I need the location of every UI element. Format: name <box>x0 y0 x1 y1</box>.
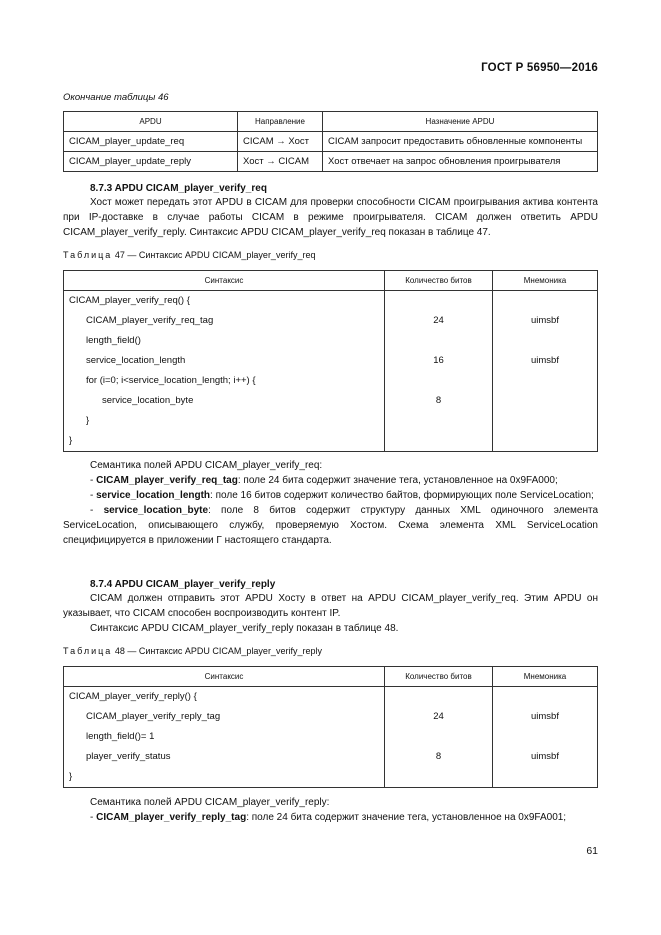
paragraph: Хост может передать этот APDU в CICAM для проверки способности CICAM проигрывания актива контента при IP-доставке в случае работы CICAM в режиме проигрывателя. CICAM должен ответить APDU CICAM_player_verify_reply. Синтаксис APDU CICAM_player_verify_req показан в таблице 47. <box>63 197 598 238</box>
field-term: service_location_byte <box>103 505 209 516</box>
bits-value: 16 <box>433 355 444 366</box>
table-cell: CICAM → Хост <box>238 132 323 152</box>
semantics-item: - service_location_length: поле 16 битов содержит количество байтов, формирующих поле ServiceLocation; <box>90 490 594 501</box>
field-desc: : поле 24 бита содержит значение тега, установленное на 0x9FA001; <box>246 812 567 823</box>
syntax-line: CICAM_player_verify_reply_tag <box>86 711 221 722</box>
semantics-item: - service_location_byte: поле 8 битов содержит структуру данных XML одиночного элемента ServiceLocation, описывающего службу, проверяемую Хостом. Схема элемента XML ServiceLocation специфицируется в приложении Г настоящего стандарта. <box>63 505 599 546</box>
syntax-line: } <box>86 415 90 426</box>
table-cell: Хост отвечает на запрос обновления проигрывателя <box>323 152 598 172</box>
column-header: Направление <box>238 112 323 132</box>
mnemonic-value <box>493 411 597 431</box>
caption-prefix: Таблица <box>63 646 113 656</box>
mnemonic-value <box>493 431 597 451</box>
caption-text: 48 — Синтаксис APDU CICAM_player_verify_reply <box>114 646 322 656</box>
bits-value <box>385 291 492 311</box>
page-number: 61 <box>586 845 598 857</box>
field-term: CICAM_player_verify_reply_tag <box>96 812 247 823</box>
section-heading-874: 8.7.4 APDU CICAM_player_verify_reply <box>90 579 276 590</box>
bits-column <box>385 291 493 452</box>
mnemonic-value: uimsbf <box>531 711 559 722</box>
bits-value: 8 <box>435 751 442 762</box>
paragraph: CICAM должен отправить этот APDU Хосту в ответ на APDU CICAM_player_verify_req. Этим APDU он указывает, что CICAM способен воспроизводить контент IP. <box>63 593 598 619</box>
mnemonic-column <box>493 687 598 788</box>
bits-value <box>385 767 492 787</box>
table-header-row <box>64 112 598 132</box>
table-cell: CICAM_player_update_reply <box>64 152 238 172</box>
field-term: service_location_length <box>96 490 211 501</box>
mnemonic-value <box>493 291 597 311</box>
table-body <box>64 687 598 788</box>
bits-value: 24 <box>433 315 444 326</box>
semantics-47 <box>63 458 598 548</box>
mnemonic-value <box>493 391 597 411</box>
mnemonic-value: uimsbf <box>531 355 559 366</box>
syntax-line: for (i=0; i<service_location_length; i++) { <box>86 375 256 386</box>
mnemonic-column <box>493 291 598 452</box>
field-term: CICAM_player_verify_req_tag <box>96 475 238 486</box>
bits-value <box>385 411 492 431</box>
syntax-line: length_field()= 1 <box>86 731 155 742</box>
table-48 <box>63 666 598 788</box>
table-cell: CICAM запросит предоставить обновленные компоненты <box>323 132 598 152</box>
table-cell: Хост → CICAM <box>238 152 323 172</box>
mnemonic-value: uimsbf <box>531 315 559 326</box>
column-header: Количество битов <box>385 667 493 687</box>
paragraph: Синтаксис APDU CICAM_player_verify_reply показан в таблице 48. <box>90 623 399 634</box>
semantics-item: - CICAM_player_verify_reply_tag: поле 24 бита содержит значение тега, установленное на 0x9FA001; <box>90 812 567 823</box>
field-desc: : поле 24 бита содержит значение тега, установленное на 0x9FA000; <box>237 475 558 486</box>
table48-caption <box>63 646 322 656</box>
table-body <box>64 291 598 452</box>
bits-value: 24 <box>433 711 444 722</box>
field-desc: : поле 8 битов содержит структуру данных XML одиночного элемента ServiceLocation, описывающего службу, проверяемую Хостом. Схема элемента XML ServiceLocation специфицируется в приложении Г настоящего стандарта. <box>63 505 599 546</box>
column-header: Количество битов <box>385 271 493 291</box>
syntax-line: } <box>69 435 73 446</box>
column-header: Назначение APDU <box>323 112 598 132</box>
syntax-column <box>64 291 385 452</box>
bits-value: 8 <box>435 395 442 406</box>
semantics-item: - CICAM_player_verify_req_tag: поле 24 бита содержит значение тега, установленное на 0x9FA000; <box>90 475 558 486</box>
mnemonic-value: uimsbf <box>531 751 559 762</box>
syntax-line: } <box>69 771 73 782</box>
syntax-column <box>64 687 385 788</box>
section-heading-873: 8.7.3 APDU CICAM_player_verify_req <box>90 183 267 194</box>
syntax-line: CICAM_player_verify_reply() { <box>69 691 197 702</box>
column-header: Мнемоника <box>493 667 598 687</box>
mnemonic-value <box>493 727 597 747</box>
table46-caption: Окончание таблицы 46 <box>63 92 169 103</box>
table47-caption <box>63 250 315 260</box>
bits-value <box>385 431 492 451</box>
field-desc: : поле 16 битов содержит количество байтов, формирующих поле ServiceLocation; <box>210 490 594 501</box>
syntax-line: service_location_byte <box>102 395 194 406</box>
syntax-line: player_verify_status <box>86 751 171 762</box>
document-header: ГОСТ Р 56950—2016 <box>481 62 598 74</box>
column-header: APDU <box>64 112 238 132</box>
syntax-line: CICAM_player_verify_req_tag <box>86 315 214 326</box>
section-874-text <box>63 591 598 636</box>
semantics-48 <box>63 795 598 825</box>
semantics-intro: Семантика полей APDU CICAM_player_verify_req: <box>90 460 323 471</box>
mnemonic-value <box>493 687 597 707</box>
column-header: Синтаксис <box>64 667 385 687</box>
bits-value <box>385 687 492 707</box>
bits-value <box>385 727 492 747</box>
table-row <box>64 132 598 152</box>
syntax-line: service_location_length <box>86 355 186 366</box>
bits-column <box>385 687 493 788</box>
mnemonic-value <box>493 331 597 351</box>
column-header: Синтаксис <box>64 271 385 291</box>
mnemonic-value <box>493 767 597 787</box>
table-47 <box>63 270 598 452</box>
syntax-line: length_field() <box>86 335 141 346</box>
mnemonic-value <box>493 371 597 391</box>
table-header-row <box>64 271 598 291</box>
bits-value <box>385 371 492 391</box>
table-cell: CICAM_player_update_req <box>64 132 238 152</box>
table-header-row <box>64 667 598 687</box>
section-873-text <box>63 195 598 240</box>
caption-prefix: Таблица <box>63 250 113 260</box>
column-header: Мнемоника <box>493 271 598 291</box>
table-46 <box>63 111 598 172</box>
syntax-line: CICAM_player_verify_req() { <box>69 295 190 306</box>
bits-value <box>385 331 492 351</box>
semantics-intro: Семантика полей APDU CICAM_player_verify_reply: <box>90 797 330 808</box>
caption-text: 47 — Синтаксис APDU CICAM_player_verify_req <box>114 250 316 260</box>
table-row <box>64 152 598 172</box>
